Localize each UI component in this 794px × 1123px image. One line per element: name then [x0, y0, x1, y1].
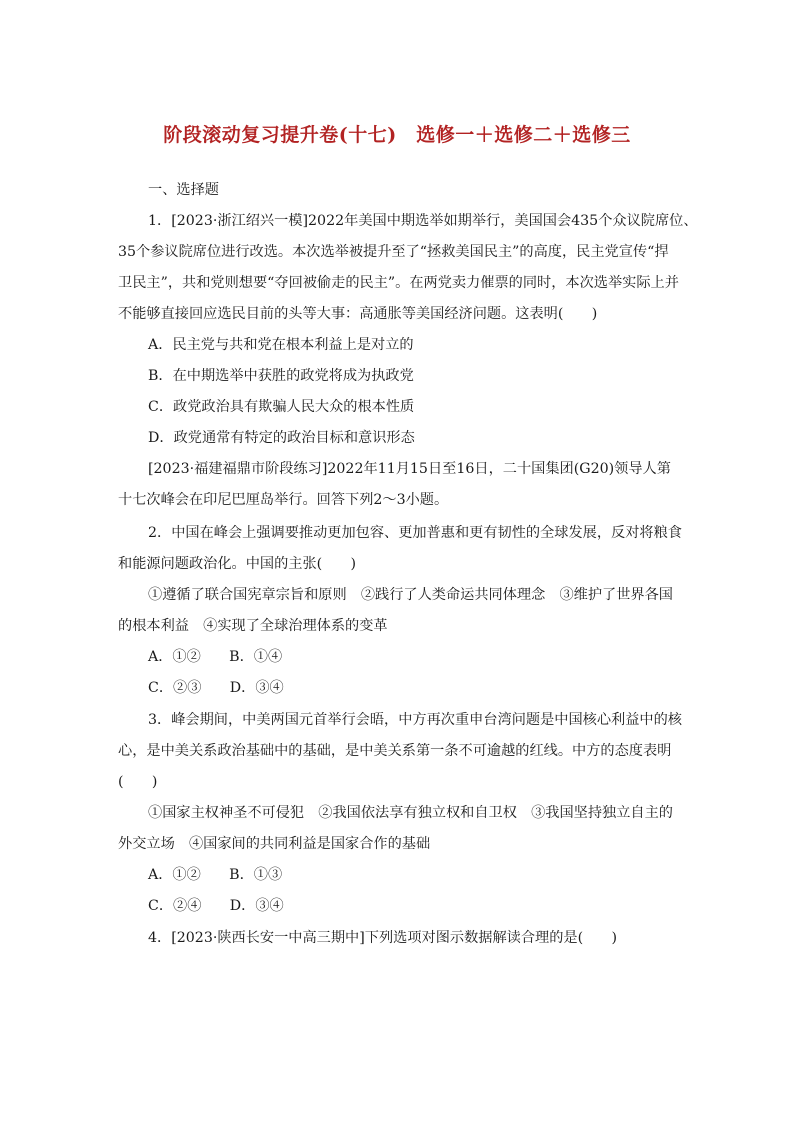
material-line-2: 十七次峰会在印尼巴厘岛举行。回答下列2～3小题。	[118, 492, 449, 508]
q1-stem-line-4: 不能够直接回应选民目前的头等大事：高通胀等美国经济问题。这表明( )	[118, 306, 598, 322]
q3-stem-line-2: 心，是中美关系政治基础中的基础，是中美关系第一条不可逾越的红线。中方的态度表明	[118, 743, 672, 759]
q4-stem-line-1: 4．[2023·陕西长安一中高三期中]下列选项对图示数据解读合理的是( )	[148, 930, 618, 946]
q3-statement-line-1: ①国家主权神圣不可侵犯 ②我国依法享有独立权和自卫权 ③我国坚持独立自主的	[148, 805, 673, 821]
section-heading: 一、选择题	[148, 182, 219, 198]
q3-stem-line-3: ( )	[118, 774, 158, 790]
q2-options-row-2: C．②③ D．③④	[148, 680, 284, 696]
q3-options-row-2: C．②④ D．③④	[148, 898, 284, 914]
material-line-1: [2023·福建福鼎市阶段练习]2022年11月15日至16日，二十国集团(G20)领导人第	[148, 461, 671, 477]
q3-statement-line-2: 外交立场 ④国家间的共同利益是国家合作的基础	[118, 836, 431, 852]
q1-option-a: A．民主党与共和党在根本利益上是对立的	[148, 337, 414, 353]
q2-stem-line-2: 和能源问题政治化。中国的主张( )	[118, 556, 357, 572]
q1-stem-line-1: 1．[2023·浙江绍兴一模]2022年美国中期选举如期举行，美国国会435个众议院席位、	[148, 213, 698, 229]
q2-options-row-1: A．①② B．①④	[148, 649, 283, 665]
page-title: 阶段滚动复习提升卷(十七) 选修一＋选修二＋选修三	[163, 124, 631, 146]
q2-stem-line-1: 2．中国在峰会上强调要推动更加包容、更加普惠和更有韧性的全球发展，反对将粮食	[148, 525, 682, 541]
q3-options-row-1: A．①② B．①③	[148, 867, 283, 883]
q1-option-c: C．政党政治具有欺骗人民大众的根本性质	[148, 399, 415, 415]
q1-option-b: B．在中期选举中获胜的政党将成为执政党	[148, 368, 414, 384]
q2-statement-line-2: 的根本利益 ④实现了全球治理体系的变革	[118, 618, 388, 634]
q1-option-d: D．政党通常有特定的政治目标和意识形态	[148, 430, 415, 446]
q3-stem-line-1: 3．峰会期间，中美两国元首举行会晤，中方再次重申台湾问题是中国核心利益中的核	[148, 712, 682, 728]
q2-statement-line-1: ①遵循了联合国宪章宗旨和原则 ②践行了人类命运共同体理念 ③维护了世界各国	[148, 587, 673, 603]
q1-stem-line-2: 35个参议院席位进行改选。本次选举被提升至了“拯救美国民主”的高度，民主党宣传“捍	[118, 244, 669, 260]
q1-stem-line-3: 卫民主”，共和党则想要“夺回被偷走的民主”。在两党卖力催票的同时，本次选举实际上并	[118, 275, 679, 291]
